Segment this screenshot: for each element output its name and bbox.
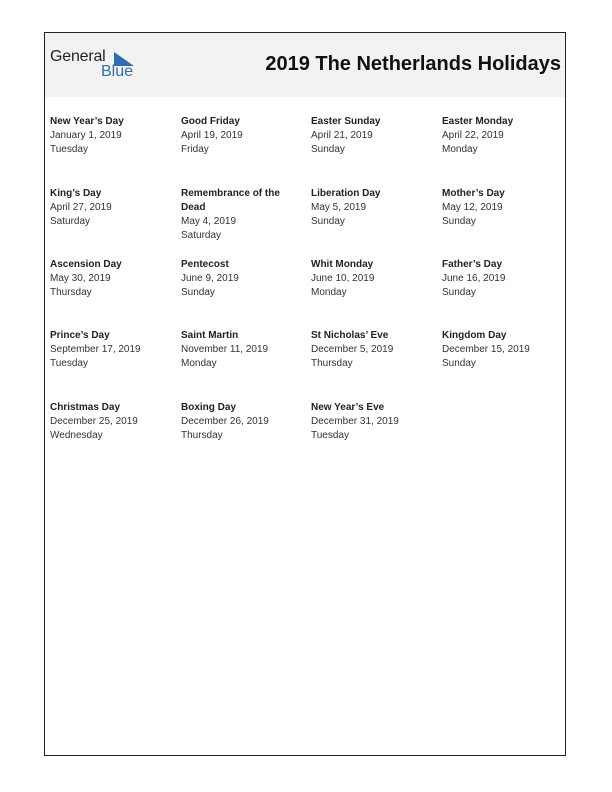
holiday-date: April 21, 2019 [311,130,373,141]
holiday-item [442,258,568,300]
holiday-name: Ascension Day [50,259,122,270]
holiday-name: Easter Sunday [311,116,381,127]
holiday-item [50,115,176,157]
holiday-weekday: Monday [181,358,217,369]
holiday-name: St Nicholas’ Eve [311,330,389,341]
holiday-weekday: Saturday [50,216,91,227]
holiday-item [442,187,568,229]
holiday-date: January 1, 2019 [50,130,122,141]
holiday-item [50,258,176,300]
holiday-date: December 25, 2019 [50,416,138,427]
holiday-date: May 4, 2019 [181,216,237,227]
holiday-date: May 12, 2019 [442,202,503,213]
holiday-weekday: Thursday [181,430,223,441]
holiday-name: Liberation Day [311,188,381,199]
holiday-date: May 30, 2019 [50,273,111,284]
holiday-weekday: Thursday [50,287,92,298]
holiday-weekday: Sunday [311,144,345,155]
holiday-date: May 5, 2019 [311,202,367,213]
holiday-date: June 16, 2019 [442,273,506,284]
holiday-item [442,115,568,157]
holiday-name: Good Friday [181,116,240,127]
holiday-weekday: Sunday [311,216,345,227]
holiday-weekday: Sunday [442,358,476,369]
holiday-name: Saint Martin [181,330,239,341]
holiday-weekday: Friday [181,144,209,155]
holiday-item [311,401,437,443]
page-frame [44,32,566,756]
holiday-item [181,401,307,443]
holiday-item [50,187,176,229]
holiday-item [181,115,307,157]
holiday-weekday: Monday [442,144,478,155]
holiday-name: Kingdom Day [442,330,507,341]
generalblue-logo [50,48,140,84]
holiday-item [311,115,437,157]
holiday-name: Mother’s Day [442,188,505,199]
holiday-weekday: Sunday [442,287,476,298]
holiday-date: December 15, 2019 [442,344,530,355]
holiday-date: December 26, 2019 [181,416,269,427]
holiday-name: King’s Day [50,188,102,199]
holiday-date: September 17, 2019 [50,344,141,355]
holiday-name: New Year’s Day [50,116,124,127]
holiday-name: Remembrance of the Dead [181,188,280,213]
holiday-name: Father’s Day [442,259,503,270]
holiday-date: April 19, 2019 [181,130,243,141]
holiday-weekday: Monday [311,287,347,298]
holiday-weekday: Thursday [311,358,353,369]
holiday-weekday: Saturday [181,230,222,241]
holiday-name: Easter Monday [442,116,514,127]
holiday-name: Boxing Day [181,402,237,413]
holiday-item [181,258,307,300]
holiday-name: Pentecost [181,259,229,270]
holiday-date: December 31, 2019 [311,416,399,427]
holiday-name: Prince’s Day [50,330,110,341]
holiday-date: April 27, 2019 [50,202,112,213]
holiday-weekday: Sunday [442,216,476,227]
page-title: 2019 The Netherlands Holidays [265,53,561,75]
holiday-date: June 9, 2019 [181,273,239,284]
holiday-date: November 11, 2019 [181,344,269,355]
holiday-weekday: Wednesday [50,430,103,441]
holiday-name: New Year’s Eve [311,402,385,413]
holiday-name: Christmas Day [50,402,121,413]
logo-word-blue: Blue [101,63,134,80]
holiday-date: June 10, 2019 [311,273,375,284]
holiday-item [50,401,176,443]
logo-word-general: General [50,48,106,65]
holiday-item [442,329,568,371]
holiday-item [181,329,307,371]
holiday-item [311,258,437,300]
holiday-item [50,329,176,371]
header-band [45,33,565,97]
holiday-name: Whit Monday [311,259,374,270]
holiday-weekday: Tuesday [50,358,88,369]
holiday-weekday: Sunday [181,287,215,298]
holiday-weekday: Tuesday [311,430,349,441]
holiday-item [181,187,307,243]
holiday-item [311,187,437,229]
holiday-weekday: Tuesday [50,144,88,155]
holiday-date: April 22, 2019 [442,130,504,141]
holiday-date: December 5, 2019 [311,344,394,355]
holiday-item [311,329,437,371]
